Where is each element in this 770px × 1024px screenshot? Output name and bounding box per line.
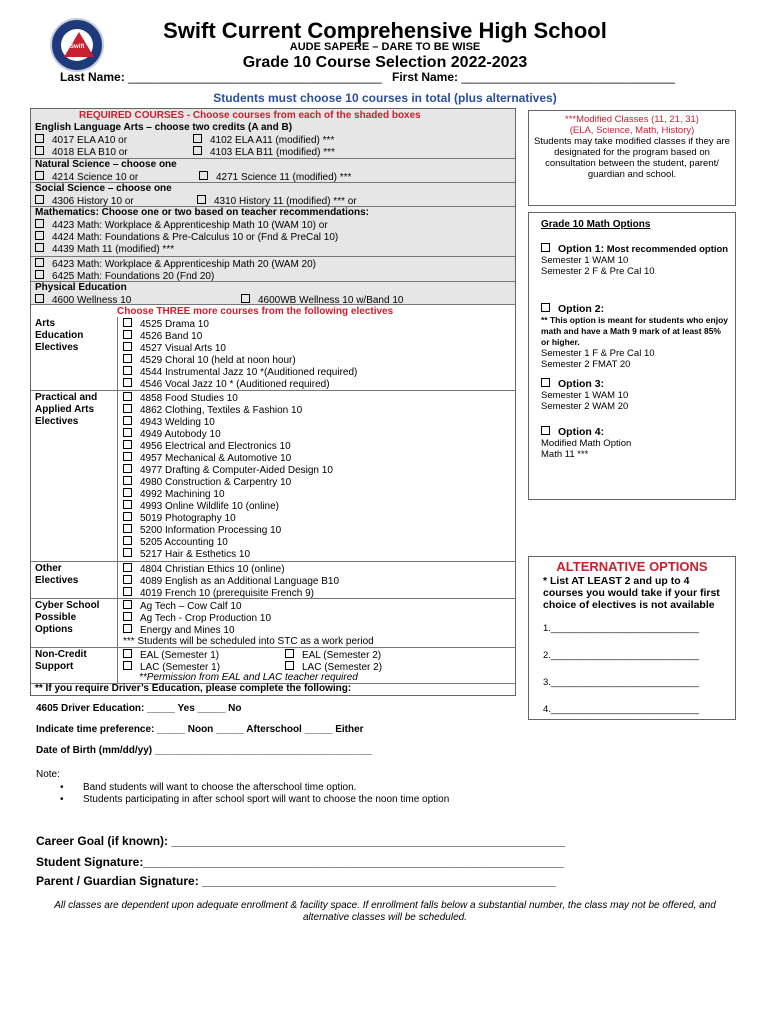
elective-item[interactable]: 4993 Online Wildlife 10 (online): [123, 500, 279, 513]
first-name-line[interactable]: ________________________________: [461, 70, 675, 84]
elective-item[interactable]: 4992 Machining 10: [123, 488, 225, 501]
elective-item[interactable]: Energy and Mines 10: [123, 624, 235, 637]
alternatives-box: [528, 556, 736, 720]
elective-item[interactable]: 4956 Electrical and Electronics 10: [123, 440, 291, 453]
course-4600[interactable]: 4600 Wellness 10: [35, 294, 131, 307]
checkbox[interactable]: [197, 195, 206, 204]
elective-item[interactable]: 4858 Food Studies 10: [123, 392, 238, 405]
math-option-3[interactable]: Option 3: Semester 1 WAM 10 Semester 2 WAM 20: [541, 378, 629, 412]
elective-item[interactable]: 5200 Information Processing 10: [123, 524, 281, 537]
checkbox[interactable]: [193, 146, 202, 155]
enrollment-disclaimer: All classes are dependent upon adequate enrollment & facility space. If enrollment falls below a substantial number, the class may not be offered, and alternative classes will be scheduled.: [54, 900, 716, 923]
elective-item[interactable]: 4804 Christian Ethics 10 (online): [123, 563, 285, 576]
elective-item[interactable]: 5217 Hair & Esthetics 10: [123, 548, 250, 561]
other-label: Other Electives: [35, 563, 79, 586]
arts-label: Arts Education Electives: [35, 318, 84, 353]
math-option-2[interactable]: Option 2: ** This option is meant for students who enjoy math and have a Math 9 mark of at least 85% or higher. Semester 1 F & Pre Cal 10 Semester 2 FMAT 20: [541, 303, 729, 370]
last-name-line[interactable]: ______________________________________: [128, 70, 382, 84]
school-name: Swift Current Comprehensive High School: [163, 18, 607, 43]
science-heading: Natural Science – choose one: [35, 159, 177, 170]
course-4017[interactable]: 4017 ELA A10 or: [35, 134, 127, 147]
elective-item[interactable]: 4977 Drafting & Computer-Aided Design 10: [123, 464, 333, 477]
alternative-line-4[interactable]: 4.____________________________: [543, 704, 699, 715]
note-label: Note:: [36, 769, 60, 780]
course-4018[interactable]: 4018 ELA B10 or: [35, 146, 128, 159]
checkbox[interactable]: [35, 243, 44, 252]
eal-sem2[interactable]: EAL (Semester 2): [285, 649, 381, 662]
math-option-1[interactable]: Option 1: Most recommended option Semester 1 WAM 10 Semester 2 F & Pre Cal 10: [541, 243, 729, 277]
driver-ed-line[interactable]: 4605 Driver Education: _____ Yes _____ No: [36, 703, 242, 714]
math-heading: Mathematics: Choose one or two based on teacher recommendations:: [35, 207, 369, 218]
elective-item[interactable]: 4862 Clothing, Textiles & Fashion 10: [123, 404, 302, 417]
checkbox[interactable]: [35, 258, 44, 267]
math-options-title: Grade 10 Math Options: [541, 219, 651, 230]
checkbox[interactable]: [35, 134, 44, 143]
elective-item[interactable]: 4526 Band 10: [123, 330, 202, 343]
student-signature-field[interactable]: Student Signature:_______________________________________________________________: [36, 855, 564, 869]
modified-heading: ***Modified Classes (11, 21, 31) (ELA, Science, Math, History): [565, 114, 699, 136]
course-count-instruction: Students must choose 10 courses in total (plus alternatives): [213, 91, 557, 105]
elective-item[interactable]: 4527 Visual Arts 10: [123, 342, 226, 355]
elective-item[interactable]: 4546 Vocal Jazz 10 * (Auditioned required): [123, 378, 330, 391]
elective-item[interactable]: 4525 Drama 10: [123, 318, 209, 331]
noncredit-label: Non-Credit Support: [35, 649, 87, 672]
time-preference-line[interactable]: Indicate time preference: _____ Noon _____ Afterschool _____ Either: [36, 724, 364, 735]
lac-sem1[interactable]: LAC (Semester 1): [123, 661, 220, 674]
elective-item[interactable]: 5205 Accounting 10: [123, 536, 228, 549]
paa-label: Practical and Applied Arts Electives: [35, 392, 98, 427]
math-options-box: [528, 212, 736, 500]
checkbox[interactable]: [541, 303, 550, 312]
cyber-label: Cyber School Possible Options: [35, 600, 100, 635]
note-item: • Band students will want to choose the afterschool time option.: [60, 782, 357, 793]
checkbox[interactable]: [35, 294, 44, 303]
course-4424[interactable]: 4424 Math: Foundations & Pre-Calculus 10 or (Fnd & PreCal 10): [35, 231, 338, 244]
drivers-heading: ** If you require Driver’s Education, please complete the following:: [35, 683, 352, 694]
permission-note: **Permission from EAL and LAC teacher required: [139, 672, 358, 683]
checkbox[interactable]: [541, 378, 550, 387]
elective-item[interactable]: Ag Tech - Crop Production 10: [123, 612, 271, 625]
checkbox[interactable]: [541, 243, 550, 252]
alternatives-text: * List AT LEAST 2 and up to 4 courses you would take if your first choice of electives is not available: [543, 575, 720, 611]
social-heading: Social Science – choose one: [35, 183, 172, 194]
course-6425[interactable]: 6425 Math: Foundations 20 (Fnd 20): [35, 270, 214, 283]
dob-line[interactable]: Date of Birth (mm/dd/yy) _______________________________________: [36, 745, 372, 756]
eal-sem1[interactable]: EAL (Semester 1): [123, 649, 219, 662]
checkbox[interactable]: [35, 270, 44, 279]
course-4439[interactable]: 4439 Math 11 (modified) ***: [35, 243, 174, 256]
career-goal-field[interactable]: Career Goal (if known): ___________________________________________________________: [36, 834, 566, 848]
elective-item[interactable]: 4957 Mechanical & Automotive 10: [123, 452, 291, 465]
elective-item[interactable]: 4089 English as an Additional Language B10: [123, 575, 339, 588]
checkbox[interactable]: [35, 195, 44, 204]
form-title: Grade 10 Course Selection 2022-2023: [242, 54, 528, 71]
course-4600wb[interactable]: 4600WB Wellness 10 w/Band 10: [241, 294, 403, 307]
school-motto: AUDE SAPERE – DARE TO BE WISE: [289, 41, 481, 53]
pe-heading: Physical Education: [35, 282, 127, 293]
modified-classes-box: [528, 110, 736, 206]
elective-item[interactable]: Ag Tech – Cow Calf 10: [123, 600, 242, 613]
checkbox[interactable]: [35, 219, 44, 228]
alternatives-title: ALTERNATIVE OPTIONS: [556, 559, 708, 574]
alternative-line-1[interactable]: 1.____________________________: [543, 623, 699, 634]
alternative-line-3[interactable]: 3.____________________________: [543, 677, 699, 688]
elective-item[interactable]: 4949 Autobody 10: [123, 428, 221, 441]
course-4102[interactable]: 4102 ELA A11 (modified) ***: [193, 134, 334, 147]
checkbox[interactable]: [35, 171, 44, 180]
elective-item[interactable]: 4529 Choral 10 (held at noon hour): [123, 354, 296, 367]
last-name-label: Last Name:: [60, 70, 129, 84]
course-selection-box: [30, 108, 516, 696]
elective-item[interactable]: 5019 Photography 10: [123, 512, 236, 525]
course-4214[interactable]: 4214 Science 10 or: [35, 171, 138, 184]
school-logo: Swift: [50, 18, 104, 72]
alternative-line-2[interactable]: 2.____________________________: [543, 650, 699, 661]
course-4306[interactable]: 4306 History 10 or: [35, 195, 134, 208]
electives-heading: Choose THREE more courses from the following electives: [117, 306, 394, 317]
modified-text: Students may take modified classes if they are designated for the program based on consultation between the student, parent/ guardian and school.: [534, 136, 730, 180]
elective-item[interactable]: 4544 Instrumental Jazz 10 *(Auditioned required): [123, 366, 357, 379]
ela-heading: English Language Arts – choose two credits (A and B): [35, 122, 293, 133]
checkbox[interactable]: [35, 146, 44, 155]
elective-item[interactable]: 4019 French 10 (prerequisite French 9): [123, 587, 314, 600]
cyber-note: *** Students will be scheduled into STC as a work period: [123, 636, 374, 647]
checkbox[interactable]: [35, 231, 44, 240]
required-heading: REQUIRED COURSES - Choose courses from each of the shaded boxes: [79, 110, 421, 121]
math-option-4[interactable]: Option 4: Modified Math Option Math 11 ***: [541, 426, 632, 460]
course-4423[interactable]: 4423 Math: Workplace & Apprenticeship Math 10 (WAM 10) or: [35, 219, 328, 232]
course-4310[interactable]: 4310 History 11 (modified) *** or: [197, 195, 357, 208]
checkbox[interactable]: [199, 171, 208, 180]
checkbox[interactable]: [541, 426, 550, 435]
first-name-label: First Name:: [392, 70, 462, 84]
lac-sem2[interactable]: LAC (Semester 2): [285, 661, 382, 674]
parent-signature-field[interactable]: Parent / Guardian Signature: _____________________________________________________: [36, 874, 556, 888]
checkbox[interactable]: [193, 134, 202, 143]
course-4271[interactable]: 4271 Science 11 (modified) ***: [199, 171, 351, 184]
last-name-field[interactable]: [60, 70, 382, 84]
course-6423[interactable]: 6423 Math: Workplace & Apprenticeship Math 20 (WAM 20): [35, 258, 316, 271]
elective-item[interactable]: 4980 Construction & Carpentry 10: [123, 476, 291, 489]
course-4103[interactable]: 4103 ELA B11 (modified) ***: [193, 146, 335, 159]
note-item: • Students participating in after school sport will want to choose the noon time option: [60, 794, 450, 805]
first-name-field[interactable]: [392, 70, 675, 84]
checkbox[interactable]: [241, 294, 250, 303]
elective-item[interactable]: 4943 Welding 10: [123, 416, 215, 429]
